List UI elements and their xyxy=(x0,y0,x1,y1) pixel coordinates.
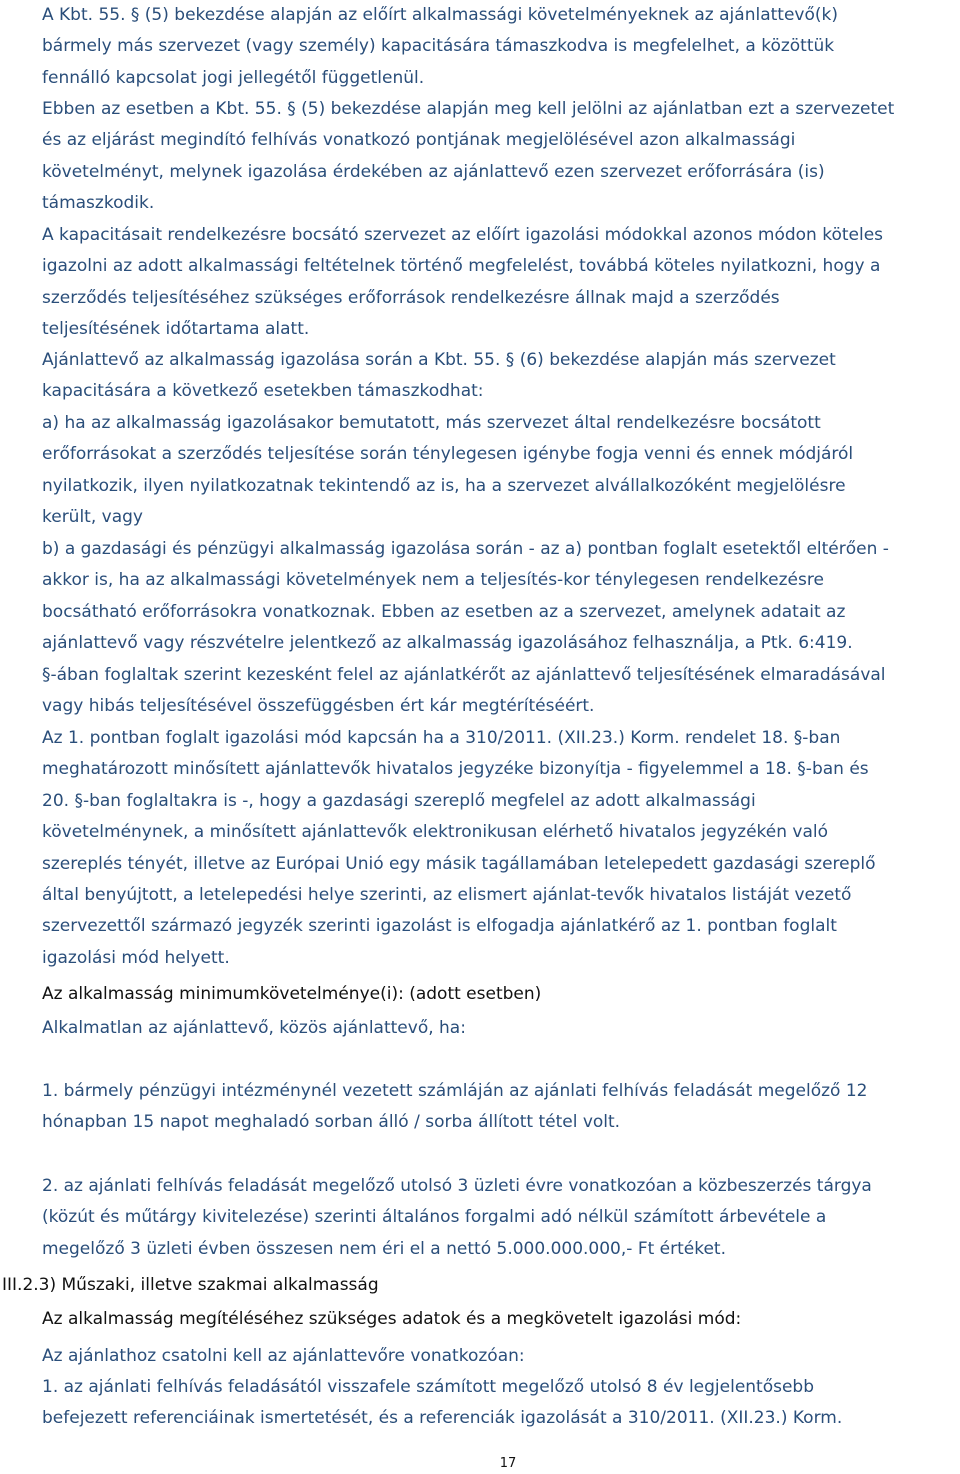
requirement-item-1 xyxy=(42,1076,954,1139)
text-line: bocsátható erőforrásokra vonatkoznak. Ebben az esetben az a szervezet, amelynek adatait az xyxy=(42,601,846,622)
text-line: Ajánlattevő az alkalmasság igazolása során a Kbt. 55. § (6) bekezdése alapján más szervezet xyxy=(42,350,836,370)
text-line: által benyújtott, a letelepedési helye szerinti, az elismert ajánlat-tevők hivatalos listáját vezető xyxy=(42,885,852,906)
text-line: ajánlattevő vagy részvételre jelentkező az alkalmasság igazolásához felhasználja, a Ptk. 6:419. xyxy=(42,633,853,654)
unfit-intro xyxy=(42,1013,954,1044)
reference-item-1 xyxy=(42,1372,954,1435)
text-line: teljesítésének időtartama alatt. xyxy=(42,319,310,340)
data-requirements-heading xyxy=(42,1304,954,1335)
intro-text: Az ajánlathoz csatolni kell az ajánlattevőre vonatkozóan: xyxy=(42,1346,525,1366)
text-line: A Kbt. 55. § (5) bekezdése alapján az előírt alkalmassági követelményeknek az ajánlattevő(k) xyxy=(42,5,838,25)
text-line: meghatározott minősített ajánlattevők hivatalos jegyzéke bizonyítja - figyelemmel a 18. §-ban és xyxy=(42,759,869,780)
intro-text: Alkalmatlan az ajánlattevő, közös ajánlattevő, ha: xyxy=(42,1018,466,1038)
text-line: 2. az ajánlati felhívás feladását megelőző utolsó 3 üzleti évre vonatkozóan a közbeszerzés tárgya xyxy=(42,1176,872,1196)
paragraph-capacity-provider xyxy=(42,220,954,346)
text-line: és az eljárást megindító felhívás vonatkozó pontjának megjelölésével azon alkalmassági xyxy=(42,130,796,151)
paragraph-designation xyxy=(42,94,954,220)
text-line: támaszkodik. xyxy=(42,193,155,214)
text-line: igazolási mód helyett. xyxy=(42,947,230,968)
text-line: kapacitására a következő esetekben támaszkodhat: xyxy=(42,381,484,402)
text-line: §-ában foglaltak szerint kezesként felel az ajánlatkérőt az ajánlattevő teljesítésének elmaradásával xyxy=(42,664,886,685)
text-line: Az 1. pontban foglalt igazolási mód kapcsán ha a 310/2011. (XII.23.) Korm. rendelet 18. §-ban xyxy=(42,728,841,748)
attach-intro xyxy=(42,1341,954,1372)
text-line: b) a gazdasági és pénzügyi alkalmasság igazolása során - az a) pontban foglalt esetektől eltérően - xyxy=(42,539,889,559)
text-line: erőforrásokat a szerződés teljesítése során ténylegesen igénybe fogja venni és ennek módjáról xyxy=(42,444,854,465)
paragraph-case-a xyxy=(42,408,954,534)
text-line: akkor is, ha az alkalmassági követelmények nem a teljesítés-kor ténylegesen rendelkezésre xyxy=(42,570,824,591)
minimum-requirements-heading xyxy=(42,979,954,1010)
text-line: vagy hibás teljesítésével összefüggésben ért kár megtérítéséért. xyxy=(42,696,595,717)
text-line: a) ha az alkalmasság igazolásakor bemutatott, más szervezet által rendelkezésre bocsátott xyxy=(42,413,821,433)
text-line: igazolni az adott alkalmassági feltételnek történő megfelelést, továbbá köteles nyilatkozni, hogy a xyxy=(42,256,881,277)
paragraph-consortium-capacity xyxy=(42,0,954,94)
text-line: 20. §-ban foglaltakra is -, hogy a gazdasági szereplő megfelel az adott alkalmassági xyxy=(42,790,756,811)
heading-text: Az alkalmasság megítéléséhez szükséges adatok és a megkövetelt igazolási mód: xyxy=(42,1309,742,1329)
paragraph-cases-intro xyxy=(42,345,954,408)
text-line: bármely más szervezet (vagy személy) kapacitására támaszkodva is megfelelhet, a közöttük xyxy=(42,36,835,57)
text-line: 1. bármely pénzügyi intézménynél vezetett számláján az ajánlati felhívás feladását megelőző 12 xyxy=(42,1081,868,1101)
text-line: A kapacitásait rendelkezésre bocsátó szervezet az előírt igazolási módokkal azonos módon köteles xyxy=(42,225,884,245)
text-line: követelménynek, a minősített ajánlattevők elektronikusan elérhető hivatalos jegyzékén való xyxy=(42,822,829,843)
text-line: szervezettől származó jegyzék szerinti igazolást is elfogadja ajánlatkérő az 1. pontban foglalt xyxy=(42,916,837,937)
text-line: Ebben az esetben a Kbt. 55. § (5) bekezdése alapján meg kell jelölni az ajánlatban ezt a szervezetet xyxy=(42,99,895,119)
paragraph-case-b xyxy=(42,534,954,722)
text-line: fennálló kapcsolat jogi jellegétől függetlenül. xyxy=(42,67,425,88)
text-line: hónapban 15 napot meghaladó sorban álló / sorba állított tétel volt. xyxy=(42,1112,621,1133)
text-line: szerződés teljesítéséhez szükséges erőforrások rendelkezésre állnak majd a szerződés xyxy=(42,287,780,308)
text-line: befejezett referenciáinak ismertetését, és a referenciák igazolását a 310/2011. (XII.23.) Korm. xyxy=(42,1408,843,1429)
text-line: szereplés tényét, illetve az Európai Unió egy másik tagállamában letelepedett gazdasági szereplő xyxy=(42,853,876,874)
text-line: követelményt, melynek igazolása érdekében az ajánlattevő ezen szervezet erőforrására (is) xyxy=(42,161,825,182)
text-line: került, vagy xyxy=(42,507,143,528)
heading-text: Az alkalmasság minimumkövetelménye(i): (adott esetben) xyxy=(42,984,542,1004)
text-line: nyilatkozik, ilyen nyilatkozatnak tekintendő az is, ha a szervezet alvállalkozóként megjelölésre xyxy=(42,475,846,496)
page-number: 17 xyxy=(499,1456,517,1471)
text-line: megelőző 3 üzleti évben összesen nem éri el a nettó 5.000.000.000,- Ft értéket. xyxy=(42,1238,727,1259)
paragraph-qualified-list xyxy=(42,723,954,974)
text-line: 1. az ajánlati felhívás feladásától visszafele számított megelőző utolsó 8 év legjelentősebb xyxy=(42,1377,815,1397)
section-heading: III.2.3) Műszaki, illetve szakmai alkalmasság xyxy=(2,1275,379,1295)
requirement-item-2 xyxy=(42,1171,954,1265)
text-line: (közút és műtárgy kivitelezése) szerinti általános forgalmi adó nélkül számított árbevétele a xyxy=(42,1207,827,1228)
